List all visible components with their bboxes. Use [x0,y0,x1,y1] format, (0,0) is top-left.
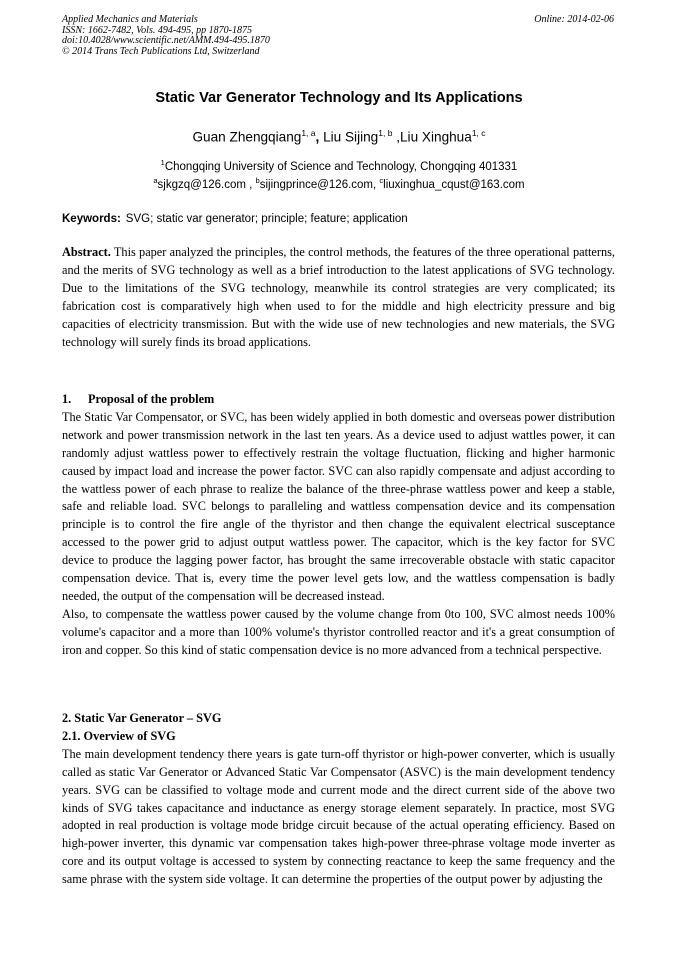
abstract-block [62,244,615,351]
author-name: Liu Xinghua [400,129,472,145]
journal-header-info [62,15,270,57]
paper-title: Static Var Generator Technology and Its Applications [155,90,523,106]
section-heading: 2. Static Var Generator – SVG [62,711,222,725]
author-superscript: 1, a [301,128,316,138]
keywords-label: Keywords: [62,213,121,225]
keywords [62,213,616,225]
email-address[interactable]: sjkgzq@126.com [157,178,246,191]
author-name: Liu Sijing [323,129,379,145]
copyright-line: © 2014 Trans Tech Publications Ltd, Switzerland [62,45,260,57]
subsection-heading: 2.1. Overview of SVG [62,728,176,743]
abstract-label: Abstract. [62,245,111,259]
author-superscript: 1, b [378,128,393,138]
journal-name: Applied Mechanics and Materials [62,14,198,25]
email-superscript: b [255,176,260,185]
section-heading [62,391,615,409]
abstract-text: This paper analyzed the principles, the control methods, the features of the three operational patterns, and the merits of SVG technology as well as a brief introduction to the latest applications of SVG technology. Due to the limitations of the SVG technology, meanwhile its control strategies are very complicated; its fabrication cost is comparatively high when used to for the middle and high electricity pressure and big capacities of electricity transmission. But with the wide use of new technologies and new materials, the SVG technology will surely finds its broad applications. [62,245,615,349]
author-line: Guan Zhengqiang$^{1, a}$, Liu Sijing$^{1, b}$ ,Liu Xinghua$^{1, c}$ [192,128,486,145]
paragraph: The Static Var Compensator, or SVC, has been widely applied in both domestic and overseas power distribution network and power transmission network in the last ten years. As a device used to adjust wattles power, it can randomly adjust wattless power to effectively restrain the voltage fluctuation, flicking and higher harmonic caused by impact load and increase the power factor. SVC can also rapidly compensate and adjust according to the wattless power of each phrase to realize the balance of the three-phrase wattless power and keep a stable, safe and reliable load. SVC belongs to paralleling and wattless compensation device and its compensation principle is to control the fire angle of the thyristor and then change the equivalent electrical susceptance accessed to the power grid to adjust output wattless power. The capacitor, which is the key factor for SVC device to produce the lagging power factor, has brought the same irrecoverable obstacle with static capacitor compensation device. That is, every time the power level gets low, and the wattless compensation is badly needed, the output of the compensation will be decreased instead. [62,409,615,603]
affiliation-superscript: 1 [160,158,165,167]
affiliation-text: Chongqing University of Science and Technology, Chongqing 401331 [164,160,518,173]
keywords-text: SVG; static var generator; principle; feature; application [125,213,408,225]
paragraph: The main development tendency there years is gate turn-off thyristor or high-power converter, which is usually called as static Var Generator or Advanced Static Var Compensator (ASVC) is the main development tendency years. SVG can be classified to voltage mode and current mode and the direct current side of the above two kinds of SVG takes capacitance and inductance as energy storage element separately. In practice, most SVG adopted in real production is voltage mode bridge circuit because of the actual operating efficiency. Based on high-power inverter, this dynamic var compensation takes high-power three-phrase voltage mode inverter as core and its output voltage is accessed to system by connecting reactance to keep the same frequency and the same phrase with the system side voltage. It can determine the properties of the output power by adjusting the [62,746,615,887]
affiliation [62,158,616,173]
author-superscript: 1, c [471,128,486,138]
email-address[interactable]: liuxinghua_cqust@163.com [383,178,525,191]
email-address[interactable]: sijingprince@126.com [259,178,374,191]
email-superscript: a [153,176,158,185]
online-date: Online: 2014-02-06 [534,14,614,25]
section-title: Proposal of the problem [88,392,215,406]
section-1 [62,391,615,660]
doi-line: doi:10.4028/www.scientific.net/AMM.494-495.1870 [62,35,270,46]
email-line: $^a$sjkgzq@126.com , $^b$sijingprince@126.com, $^c$liuxinghua_cqust@163.com [153,176,525,191]
paragraph: Also, to compensate the wattless power caused by the volume change from 0to 100, SVC almost needs 100% volume's capacitor and a more than 100% volume's thyristor controlled reactor and it's a great consumption of iron and copper. So this kind of static compensation device is no more advanced from a technical perspective. [62,606,615,657]
abstract-paragraph [62,244,615,351]
section-2 [62,710,615,889]
author-name: Guan Zhengqiang [192,129,302,145]
email-superscript: c [379,176,384,185]
issn-line: ISSN: 1662-7482, Vols. 494-495, pp 1870-1875 [62,24,252,36]
section-number: 1. [62,392,72,406]
